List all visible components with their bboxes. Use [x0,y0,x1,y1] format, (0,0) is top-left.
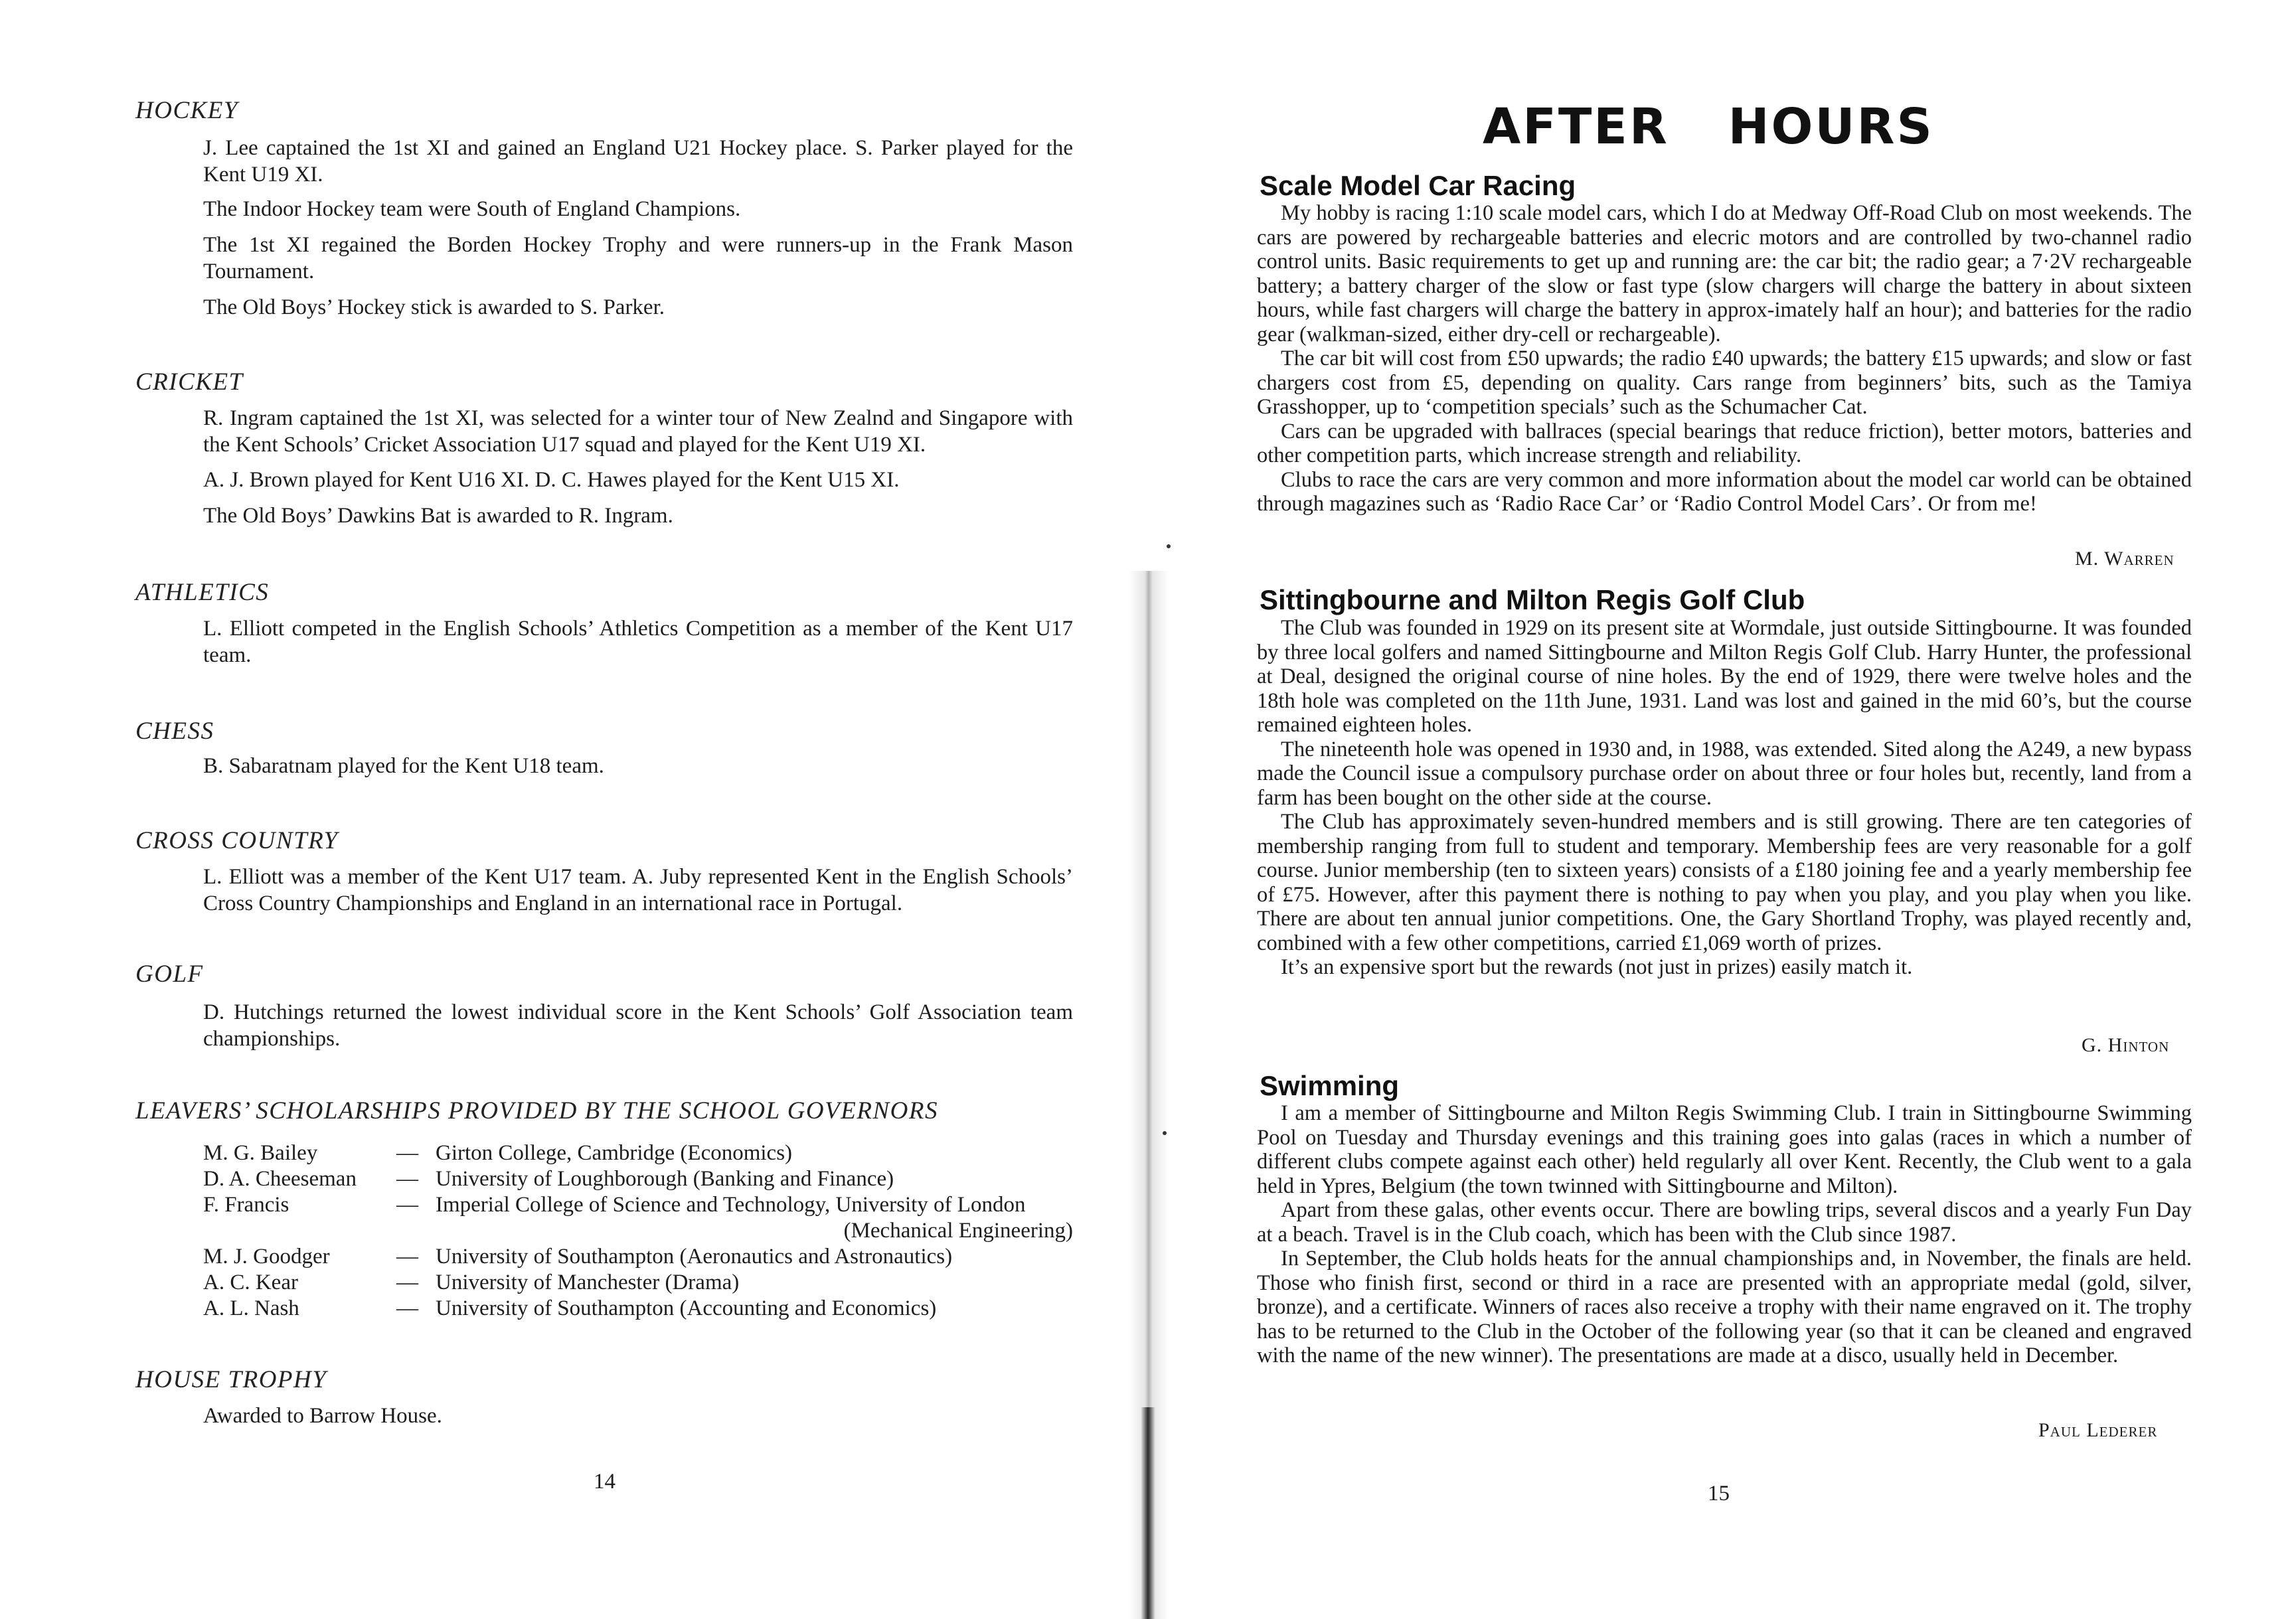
article-author: Paul Lederer [2038,1419,2158,1441]
article-paragraph: It’s an expensive sport but the rewards (not just in prizes) easily match it. [1281,955,1913,979]
dash: — [396,1141,418,1165]
section-heading: CRICKET [135,368,244,396]
institution: University of Loughborough (Banking and Finance) [436,1167,894,1191]
section-paragraph: Awarded to Barrow House. [203,1404,442,1428]
article-paragraph: The Club has approximately seven-hundred members and is still growing. There are ten categories of membership ranging from full to student and temporary. Membership fees are very reasonable for a golf course. Junior membership (ten to sixteen years) consists of a £180 joining fee and a yearly membership fee of £75. However, after this payment there is nothing to pay when you play, and you play when you like. There are about ten annual junior competitions. One, the Gary Shortland Trophy, was played recently and, combined with a few other competitions, carried £1,069 worth of prizes. [1257,810,2192,955]
institution: University of Southampton (Accounting and Economics) [436,1296,937,1320]
institution: University of Manchester (Drama) [436,1271,740,1294]
article-paragraph: Clubs to race the cars are very common and more information about the model car world can be obtained through magazines such as ‘Radio Race Car’ or ‘Radio Control Model Cars’. Or from me! [1257,467,2192,516]
scholar-name: A. L. Nash [203,1296,299,1320]
article-paragraph: Cars can be upgraded with ballraces (special bearings that reduce friction), better motors, batteries and other competition parts, which increase strength and reliability. [1257,419,2192,467]
section-heading: HOUSE TROPHY [135,1366,327,1393]
dash: — [396,1167,418,1191]
article-title: Swimming [1260,1070,1400,1101]
table-row [203,1166,1073,1192]
table-row [203,1296,1073,1322]
section-paragraph: A. J. Brown played for Kent U16 XI. D. C. Hawes played for the Kent U15 XI. [203,468,900,492]
institution-note: (Mechanical Engineering) [843,1219,1073,1243]
scholar-name: M. J. Goodger [203,1245,330,1269]
section-heading: CHESS [135,718,214,745]
institution: Imperial College of Science and Technology, University of London (Mechanical Engineering) [436,1193,1073,1243]
section-heading: HOCKEY [135,97,238,124]
section-paragraph: The Old Boys’ Hockey stick is awarded to S. Parker. [203,295,665,319]
section-paragraph: B. Sabaratnam played for the Kent U18 team. [203,754,604,778]
article-paragraph: The Club was founded in 1929 on its present site at Wormdale, just outside Sittingbourne. It was founded by three local golfers and named Sittingbourne and Milton Regis Golf Club. Harry Hunter, the professional at Deal, designed the original course of nine holes. By the end of 1929, there were twelve holes and the 18th hole was completed on the 11th June, 1931. Land was lost and gained in the mid 60’s, but the course remained eighteen holes. [1257,616,2192,737]
institution: Girton College, Cambridge (Economics) [436,1141,793,1165]
section-paragraph: R. Ingram captained the 1st XI, was selected for a winter tour of New Zealnd and Singapore with the Kent Schools’ Cricket Association U17 squad and played for the Kent U19 XI. [203,406,1073,457]
article-paragraph: The car bit will cost from £50 upwards; the radio £40 upwards; the battery £15 upwards; and slow or fast chargers cost from £5, depending on quality. Cars range from beginners’ bits, such as the Tamiya Grasshopper, up to ‘competition specials’ such as the Schumacher Cat. [1257,347,2192,419]
section-heading: CROSS COUNTRY [135,827,339,854]
article-paragraph: In September, the Club holds heats for the annual championships and, in November, the finals are held. Those who finish first, second or third in a race are presented with an appropriate medal (gold, silver, bronze), and a certificate. Winners of races also receive a trophy with their name engraved on it. The trophy has to be returned to the Club in the October of the following year (so that it can be cleaned and engraved with the name of the new winner). The presentations are made at a disco, usually held in December. [1257,1247,2192,1367]
section-heading: GOLF [135,961,204,988]
section-paragraph: L. Elliott competed in the English Schools’ Athletics Competition as a member of the Kent U17 team. [203,617,1073,667]
section-heading: LEAVERS’ SCHOLARSHIPS PROVIDED BY THE SCHOOL GOVERNORS [135,1097,938,1124]
section-paragraph: The Indoor Hockey team were South of England Champions. [203,197,741,221]
section-heading: ATHLETICS [135,579,270,606]
dash: — [396,1271,418,1294]
article-paragraph: Apart from these galas, other events occur. There are bowling trips, several discos and a yearly Fun Day at a beach. Travel is in the Club coach, which has been with the Club since 1987. [1257,1198,2192,1247]
article-paragraph: I am a member of Sittingbourne and Milton Regis Swimming Club. I train in Sittingbourne Swimming Pool on Tuesday and Thursday evenings and this training goes into galas (races in which a number of different clubs compete against each other) held regularly all over Kent. Recently, the Club went to a gala held in Ypres, Belgium (the town twinned with Sittingbourne and Milton). [1257,1101,2192,1198]
section-paragraph: The 1st XI regained the Borden Hockey Trophy and were runners-up in the Frank Mason Tournament. [203,233,1073,283]
article-paragraph: My hobby is racing 1:10 scale model cars, which I do at Medway Off-Road Club on most weekends. The cars are powered by rechargeable batteries and elecric motors and are controlled by two-channel radio control units. Basic requirements to get up and running are: the car bit; the radio gear; a 7·2V rechargeable battery; a battery charger of the slow or fast type (slow chargers will charge the battery in about sixteen hours, while fast chargers will charge the battery in approx-imately half an hour); and batteries for the radio gear (walkman-sized, either dry-cell or rechargeable). [1257,201,2192,347]
table-row [203,1192,1073,1244]
dash: — [396,1193,418,1217]
scan-speck [1163,1131,1167,1135]
section-paragraph: L. Elliott was a member of the Kent U17 team. A. Juby represented Kent in the English Schools’ Cross Country Championships and England in an international race in Portugal. [203,865,1073,915]
scan-speck [1167,544,1171,548]
article-title: Sittingbourne and Milton Regis Golf Club [1260,584,1805,615]
scholarships-table [203,1140,1073,1322]
table-row [203,1244,1073,1270]
section-paragraph: J. Lee captained the 1st XI and gained an England U21 Hockey place. S. Parker played for the Kent U19 XI. [203,136,1073,187]
dash: — [396,1245,418,1269]
section-paragraph: The Old Boys’ Dawkins Bat is awarded to R. Ingram. [203,504,673,528]
institution: University of Southampton (Aeronautics and Astronautics) [436,1245,953,1269]
article-body [1257,616,2192,980]
dash: — [396,1296,418,1320]
article-title: Scale Model Car Racing [1260,170,1576,201]
table-row [203,1270,1073,1296]
scholar-name: F. Francis [203,1193,289,1217]
scholar-name: M. G. Bailey [203,1141,318,1165]
scholar-name: D. A. Cheeseman [203,1167,357,1191]
article-body [1257,1101,2192,1368]
page-number: 14 [594,1470,615,1494]
scholar-name: A. C. Kear [203,1271,298,1294]
article-author: M. Warren [2075,548,2174,570]
banner-title: AFTER HOURS [1483,98,1934,155]
page-number: 15 [1708,1482,1730,1505]
table-row [203,1140,1073,1166]
section-paragraph: D. Hutchings returned the lowest individual score in the Kent Schools’ Golf Association team championships. [203,1000,1073,1051]
article-paragraph: The nineteenth hole was opened in 1930 and, in 1988, was extended. Sited along the A249, a new bypass made the Council issue a compulsory purchase order on about three or four holes but, recently, land from a farm has been bought on the other side at the course. [1257,737,2192,810]
article-author: G. Hinton [2082,1034,2170,1056]
article-body [1257,201,2192,516]
